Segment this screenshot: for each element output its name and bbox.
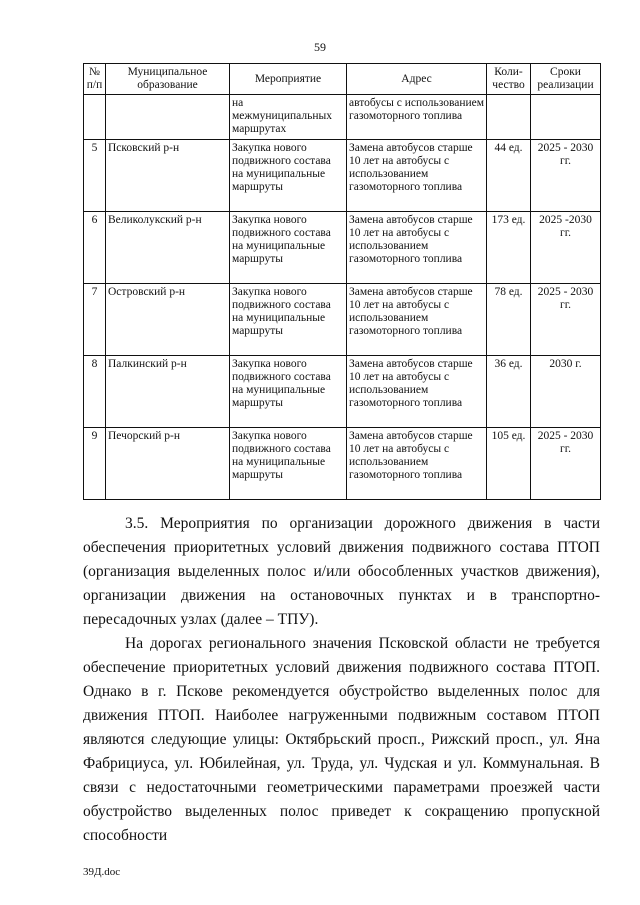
cell-num: 8 [84, 356, 106, 428]
table-header-row [84, 64, 601, 95]
cell-period: 2030 г. [531, 356, 601, 428]
header-measure: Мероприятие [230, 64, 347, 95]
header-period: Сроки реализации [531, 64, 601, 95]
cell-num: 7 [84, 284, 106, 356]
cell-municipality: Островский р-н [106, 284, 230, 356]
cell-address: Замена автобусов старше 10 лет на автобусы с использованием газомоторного топлива [347, 428, 487, 500]
cell-measure: Закупка нового подвижного состава на муниципальные маршруты [230, 212, 347, 284]
cell-num [84, 95, 106, 140]
cell-measure: Закупка нового подвижного состава на муниципальные маршруты [230, 284, 347, 356]
table-row [84, 212, 601, 284]
cell-municipality: Псковский р-н [106, 140, 230, 212]
cell-measure: Закупка нового подвижного состава на муниципальные маршруты [230, 428, 347, 500]
table-row [84, 140, 601, 212]
cell-quantity: 173 ед. [487, 212, 531, 284]
cell-period [531, 95, 601, 140]
measures-table [83, 63, 601, 500]
cell-municipality: Печорский р-н [106, 428, 230, 500]
cell-quantity [487, 95, 531, 140]
body-text [83, 512, 600, 848]
cell-measure: Закупка нового подвижного состава на муниципальные маршруты [230, 140, 347, 212]
table-row [84, 428, 601, 500]
cell-num: 9 [84, 428, 106, 500]
cell-address: Замена автобусов старше 10 лет на автобусы с использованием газомоторного топлива [347, 212, 487, 284]
table-row [84, 284, 601, 356]
cell-quantity: 105 ед. [487, 428, 531, 500]
section-heading: 3.5. Мероприятия по организации дорожного движения в части обеспечения приоритетных условий движения подвижного состава ПТОП (организация выделенных полос и/или обособленных участков движения), организации движения на остановочных пунктах и в транспортно-пересадочных узлах (далее – ТПУ). [83, 515, 600, 628]
cell-quantity: 78 ед. [487, 284, 531, 356]
cell-municipality: Великолукский р-н [106, 212, 230, 284]
footer-filename: 39Д.doc [83, 866, 121, 878]
page-number: 59 [314, 40, 326, 54]
header-municipality: Муниципальное образование [106, 64, 230, 95]
cell-num: 5 [84, 140, 106, 212]
table-row [84, 356, 601, 428]
cell-quantity: 44 ед. [487, 140, 531, 212]
header-address: Адрес [347, 64, 487, 95]
cell-municipality [106, 95, 230, 140]
cell-address: Замена автобусов старше 10 лет на автобусы с использованием газомоторного топлива [347, 140, 487, 212]
body-paragraph: На дорогах регионального значения Псковской области не требуется обеспечение приоритетных условий движения подвижного состава ПТОП. Однако в г. Пскове рекомендуется обустройство выделенных полос для движения ПТОП. Наиболее нагруженными подвижным составом ПТОП являются следующие улицы: Октябрьский просп., Рижский просп., ул. Яна Фабрициуса, ул. Юбилейная, ул. Труда, ул. Чудская и ул. Коммунальная. В связи с недостаточными геометрическими параметрами проезжей части обустройство выделенных полос приведет к сокращению пропускной способности [83, 635, 600, 844]
cell-period: 2025 - 2030 гг. [531, 428, 601, 500]
cell-num: 6 [84, 212, 106, 284]
cell-address: автобусы с использованием газомоторного топлива [347, 95, 487, 140]
cell-period: 2025 -2030 гг. [531, 212, 601, 284]
cell-address: Замена автобусов старше 10 лет на автобусы с использованием газомоторного топлива [347, 284, 487, 356]
cell-measure: Закупка нового подвижного состава на муниципальные маршруты [230, 356, 347, 428]
cell-period: 2025 - 2030 гг. [531, 284, 601, 356]
cell-measure: на межмуниципальных маршрутах [230, 95, 347, 140]
cell-quantity: 36 ед. [487, 356, 531, 428]
cell-address: Замена автобусов старше 10 лет на автобусы с использованием газомоторного топлива [347, 356, 487, 428]
table-row [84, 95, 601, 140]
header-num: № п/п [84, 64, 106, 95]
cell-municipality: Палкинский р-н [106, 356, 230, 428]
cell-period: 2025 - 2030 гг. [531, 140, 601, 212]
header-quantity: Коли-чество [487, 64, 531, 95]
